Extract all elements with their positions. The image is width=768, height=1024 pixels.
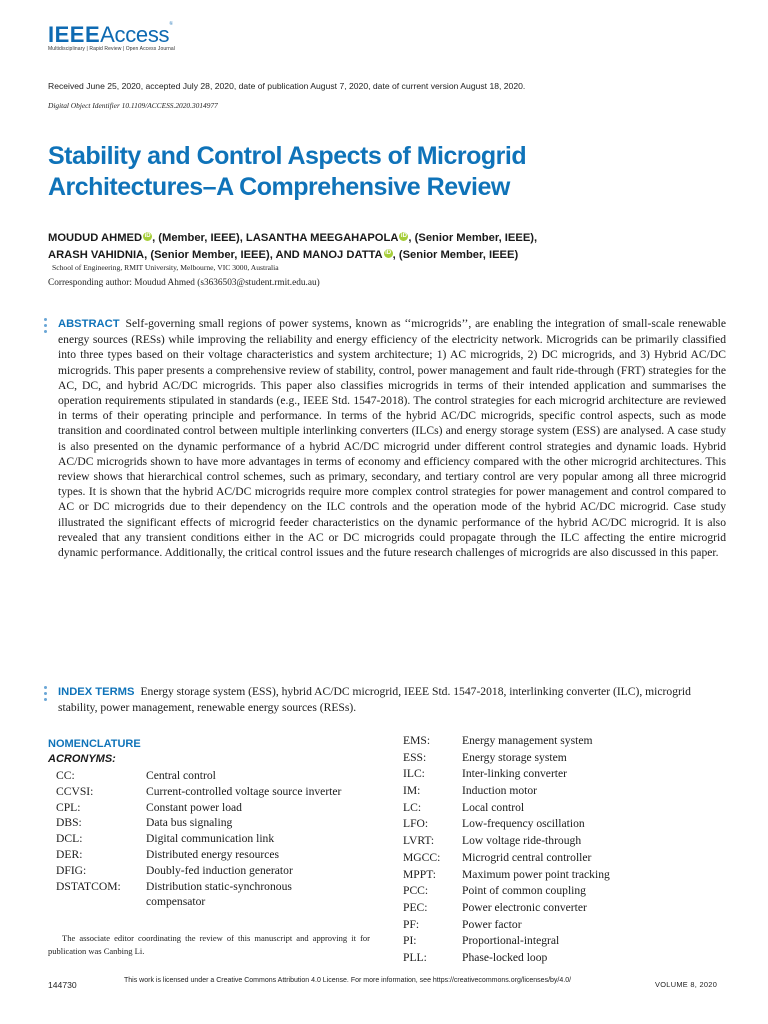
acronym-def: Low voltage ride-through (462, 834, 582, 848)
acronym-def: Phase-locked loop (462, 950, 548, 964)
acronym-def: Distributed energy resources (146, 847, 280, 861)
acronym-abbr: PLL: (403, 950, 427, 964)
nomenclature-heading: NOMENCLATURE (48, 738, 141, 750)
acronym-def: Power electronic converter (462, 900, 587, 914)
acronym-def: Local control (462, 800, 525, 814)
acronym-def: Power factor (462, 917, 522, 931)
acronym-def: Doubly-fed induction generator (146, 863, 293, 877)
page-number: 144730 (48, 980, 77, 990)
abstract (58, 316, 726, 560)
acronym-abbr: EMS: (403, 734, 431, 747)
author-2-role: , (Senior Member, IEEE), (408, 232, 538, 244)
authors-line-2-end: , (Senior Member, IEEE) (392, 249, 519, 261)
acronym-abbr: DBS: (56, 816, 82, 830)
authors-line-2-start: ARASH VAHIDNIA, (Senior Member, IEEE), AND MANOJ DATTA (48, 249, 383, 261)
acronym-def: Current-controlled voltage source inverter (146, 784, 342, 798)
acronym-abbr: DER: (56, 847, 83, 861)
acronym-abbr: PEC: (403, 900, 428, 914)
paper-title (48, 141, 688, 203)
logo-ieee: IEEE (48, 22, 101, 47)
title-line-1: Stability and Control Aspects of Microgrid (48, 142, 527, 170)
journal-logo (48, 22, 173, 48)
affiliation: School of Engineering, RMIT University, Melbourne, VIC 3000, Australia (52, 263, 279, 272)
acronym-abbr: CC: (56, 769, 75, 782)
acronym-def: Energy management system (462, 734, 593, 747)
acronym-abbr: DCL: (56, 832, 83, 846)
acronym-abbr: CCVSI: (56, 784, 94, 798)
acronym-def: Induction motor (462, 784, 538, 798)
acronym-abbr: MPPT: (403, 867, 436, 881)
title-line-2: Architectures–A Comprehensive Review (48, 173, 510, 201)
doi: Digital Object Identifier 10.1109/ACCESS.2020.3014977 (48, 101, 218, 110)
acronym-abbr: MGCC: (403, 850, 441, 864)
acronym-abbr: PF: (403, 917, 420, 931)
acronym-def: compensator (146, 895, 206, 909)
license-notice[interactable]: This work is licensed under a Creative Commons Attribution 4.0 License. For more information, see https://creativecommons.org/licenses/by/4.0/ (124, 977, 572, 984)
author-1-role: , (Member, IEEE), LASANTHA MEEGAHAPOLA (152, 232, 399, 244)
acronym-def: Central control (146, 769, 216, 782)
acronyms-heading: ACRONYMS: (48, 753, 116, 765)
orcid-icon[interactable]: iD (144, 233, 151, 239)
index-terms-text: Energy storage system (ESS), hybrid AC/DC microgrid, IEEE Std. 1547-2018, interlinking converter (ILC), microgrid stability, power management, renewable energy sources (RESs). (58, 685, 691, 715)
received-dates: Received June 25, 2020, accepted July 28, 2020, date of publication August 7, 2020, date of current version August 18, 2020. (48, 81, 526, 91)
acronym-abbr: ILC: (403, 767, 425, 781)
orcid-icon[interactable]: iD (400, 233, 407, 239)
author-list (48, 230, 728, 264)
acronym-def: Point of common coupling (462, 884, 586, 898)
acronym-abbr: LVRT: (403, 834, 435, 848)
acronym-def: Data bus signaling (146, 816, 233, 830)
acronym-def: Distribution static-synchronous (146, 879, 292, 893)
acronym-abbr: LFO: (403, 817, 429, 831)
editor-footnote: The associate editor coordinating the review of this manuscript and approving it for publication was Canbing Li. (48, 933, 370, 956)
acronym-abbr: CPL: (56, 800, 81, 814)
corresponding-author: Corresponding author: Moudud Ahmed (s3636503@student.rmit.edu.au) (48, 278, 320, 288)
index-terms (58, 684, 726, 715)
acronym-abbr: IM: (403, 784, 421, 798)
index-terms-marker (44, 686, 47, 704)
authors-line-1 (48, 230, 728, 247)
acronym-abbr: LC: (403, 800, 422, 814)
acronym-def: Inter-linking converter (462, 767, 568, 781)
acronym-abbr: DSTATCOM: (56, 879, 121, 893)
abstract-text: Self-governing small regions of power systems, known as ‘‘microgrids’’, are enabling the integration of small-scale renewable energy sources (RESs) while improving the reliability and energy efficiency of the electricity network. Microgrids can be primarily classified into three types based on their voltage characteristics and system architecture; 1) AC microgrids, 2) DC microgrids, and 3) Hybrid AC/DC microgrids. This paper presents a comprehensive review of stability, control, power management and fault ride-through (FRT) strategies for the AC, DC, and hybrid AC/DC microgrids. This paper also classifies microgrids in terms of their intended application and summarises the operation requirements stipulated in standards (e.g., IEEE Std. 1547-2018). The control strategies for each microgrid architecture are reviewed in terms of their operating principle and performance. In terms of the hybrid AC/DC microgrids, specific control aspects, such as mode transition and coordinated control between multiple interlinking converters (ILCs) and energy storage system (ESS) are analysed. A case study is also presented on the dynamic performance of a hybrid AC/DC microgrid under different control strategies and dynamic loads. Hybrid AC/DC microgrids shown to have more advantages in terms of economy and efficiency compared with the other microgrid architectures. This review shows that hierarchical control schemes, such as primary, secondary, and tertiary control are very popular among all three microgrid types. It is shown that the hybrid AC/DC microgrids require more complex control strategies for power management and control compared to AC or DC microgrids due to their dependency on the ILC controls and the operation mode of the hybrid AC/DC microgrid. Case study illustrated the significant effects of microgrid feeder characteristics on the dynamic performance of the hybrid AC/DC microgrid. It is also revealed that any transient conditions either in the AC or DC microgrids could propagate through the ILC affecting the entire microgrid dynamic performance. Additionally, the critical control issues and the future research challenges of microgrids are also discussed in this paper. (58, 317, 726, 560)
acronym-def: Digital communication link (146, 832, 275, 846)
authors-line-2 (48, 247, 728, 264)
acronym-abbr: ESS: (403, 750, 427, 764)
acronym-abbr: PI: (403, 934, 417, 948)
journal-tagline: Multidisciplinary | Rapid Review | Open Access Journal (48, 46, 175, 52)
logo-trademark: ® (169, 22, 174, 27)
orcid-icon[interactable]: iD (385, 250, 392, 256)
acronym-def: Constant power load (146, 800, 242, 814)
acronym-def: Energy storage system (462, 750, 567, 764)
abstract-marker (44, 318, 47, 336)
acronym-abbr: DFIG: (56, 863, 87, 877)
volume-info: VOLUME 8, 2020 (655, 980, 718, 989)
acronym-abbr: PCC: (403, 884, 429, 898)
index-terms-label: INDEX TERMS (58, 686, 135, 698)
acronym-def: Microgrid central controller (462, 850, 592, 864)
abstract-label: ABSTRACT (58, 318, 120, 330)
acronym-def: Proportional-integral (462, 934, 560, 948)
acronym-def: Maximum power point tracking (462, 867, 610, 881)
acronym-def: Low-frequency oscillation (462, 817, 585, 831)
author-1-name: MOUDUD AHMED (48, 232, 143, 244)
logo-access: Access (100, 22, 170, 47)
